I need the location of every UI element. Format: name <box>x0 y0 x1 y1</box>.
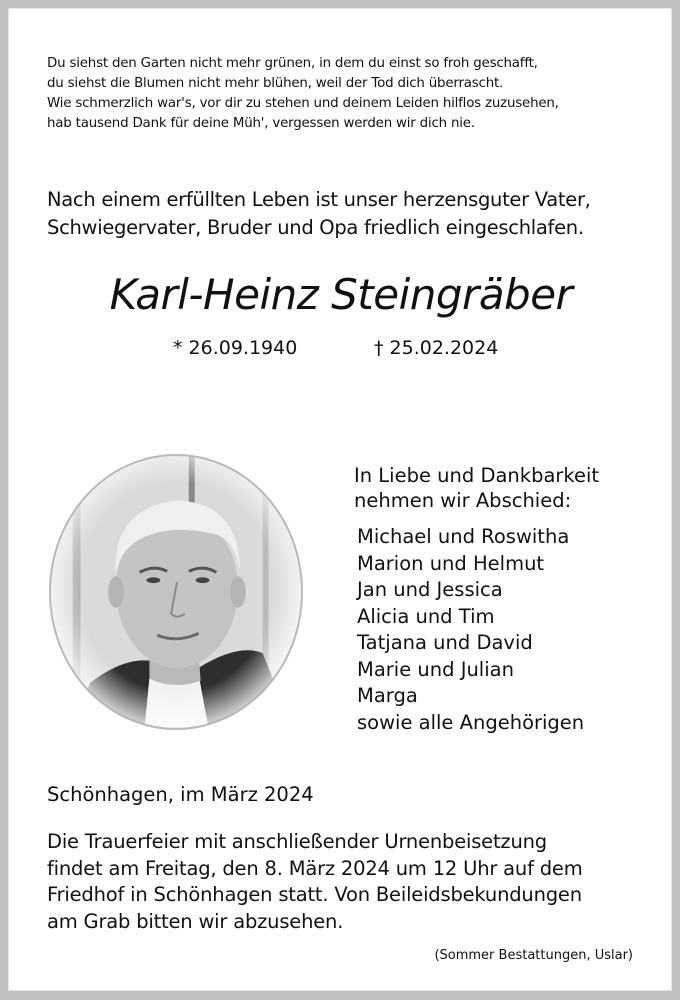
obituary-card <box>8 8 672 991</box>
ceremony-line: am Grab bitten wir abzusehen. <box>47 909 344 933</box>
ceremony-line: findet am Freitag, den 8. März 2024 um 12 Uhr auf dem <box>47 856 583 880</box>
ceremony-text <box>47 829 583 935</box>
family-member: Alicia und Tim <box>357 604 495 628</box>
family-member: Tatjana und David <box>357 631 533 654</box>
thanks-line: In Liebe und Dankbarkeit <box>354 464 600 487</box>
death-date: † 25.02.2024 <box>374 337 499 359</box>
family-member: Marion und Helmut <box>357 551 545 575</box>
undertaker-credit: (Sommer Bestattungen, Uslar) <box>434 948 633 963</box>
ceremony-line: Die Trauerfeier mit anschließender Urnenbeisetzung <box>47 830 547 853</box>
deceased-name: Karl-Heinz Steingräber <box>109 270 573 319</box>
intro-line: Nach einem erfüllten Leben ist unser herzensguter Vater, <box>47 188 591 211</box>
poem-line: du siehst die Blumen nicht mehr blühen, weil der Tod dich überrascht. <box>47 76 504 91</box>
thanks-line: nehmen wir Abschied: <box>354 489 572 512</box>
intro-line: Schwiegervater, Bruder und Opa friedlich eingeschlafen. <box>47 216 584 239</box>
portrait-photo <box>49 454 303 730</box>
birth-date: * 26.09.1940 <box>173 337 298 359</box>
thanks-text <box>354 463 599 513</box>
family-member: Jan und Jessica <box>357 578 503 601</box>
family-list <box>357 524 584 736</box>
family-member: Michael und Roswitha <box>357 525 570 548</box>
intro-text <box>47 186 591 242</box>
family-member: sowie alle Angehörigen <box>357 710 585 734</box>
family-member: Marga <box>357 684 418 707</box>
family-member: Marie und Julian <box>357 657 514 681</box>
portrait-illustration <box>51 456 301 728</box>
poem-line: hab tausend Dank für deine Müh', vergessen werden wir dich nie. <box>47 116 475 131</box>
poem-line: Du siehst den Garten nicht mehr grünen, in dem du einst so froh geschafft, <box>47 56 538 71</box>
place-date: Schönhagen, im März 2024 <box>47 783 314 806</box>
poem <box>47 54 559 134</box>
ceremony-line: Friedhof in Schönhagen statt. Von Beileidsbekundungen <box>47 883 582 906</box>
poem-line: Wie schmerzlich war's, vor dir zu stehen und deinem Leiden hilflos zuzusehen, <box>47 96 559 111</box>
